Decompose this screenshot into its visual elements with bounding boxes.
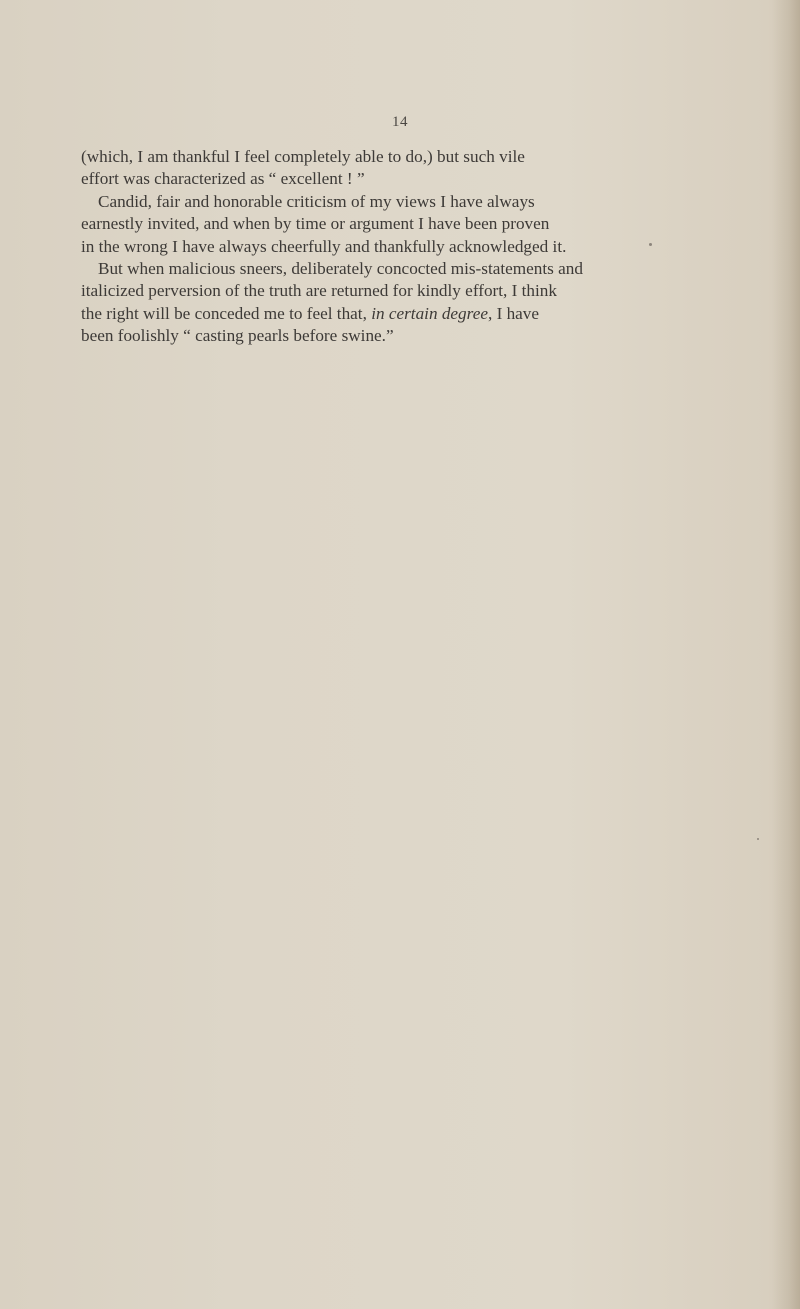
paragraph-1 (81, 146, 741, 191)
text-line: Candid, fair and honorable criticism of my views I have always (98, 191, 535, 211)
text-line: been foolishly “ casting pearls before swine.” (81, 326, 394, 346)
text-line: (which, I am thankful I feel completely able to do,) but such vile (81, 147, 525, 166)
text-line: earnestly invited, and when by time or argument I have been proven (81, 214, 550, 234)
text-segment: , I have (487, 303, 540, 323)
body-text (81, 146, 741, 348)
text-line: effort was characterized as “ excellent ! ” (81, 169, 365, 189)
paragraph-2 (81, 191, 741, 258)
text-line: in the wrong I have always cheerfully and thankfully acknowledged it. (81, 236, 567, 256)
page-number: 14 (392, 114, 408, 130)
paragraph-3 (81, 258, 741, 348)
text-line (81, 303, 741, 325)
italic-phrase: in certain degree (371, 303, 488, 323)
paper-speck (757, 838, 759, 840)
page-edge-shadow (772, 0, 800, 1309)
text-line: italicized perversion of the truth are returned for kindly effort, I think (81, 281, 557, 301)
text-segment: the right will be conceded me to feel that, (81, 303, 372, 323)
text-line: But when malicious sneers, deliberately concocted mis-statements and (98, 259, 583, 279)
paper-speck (649, 243, 652, 246)
